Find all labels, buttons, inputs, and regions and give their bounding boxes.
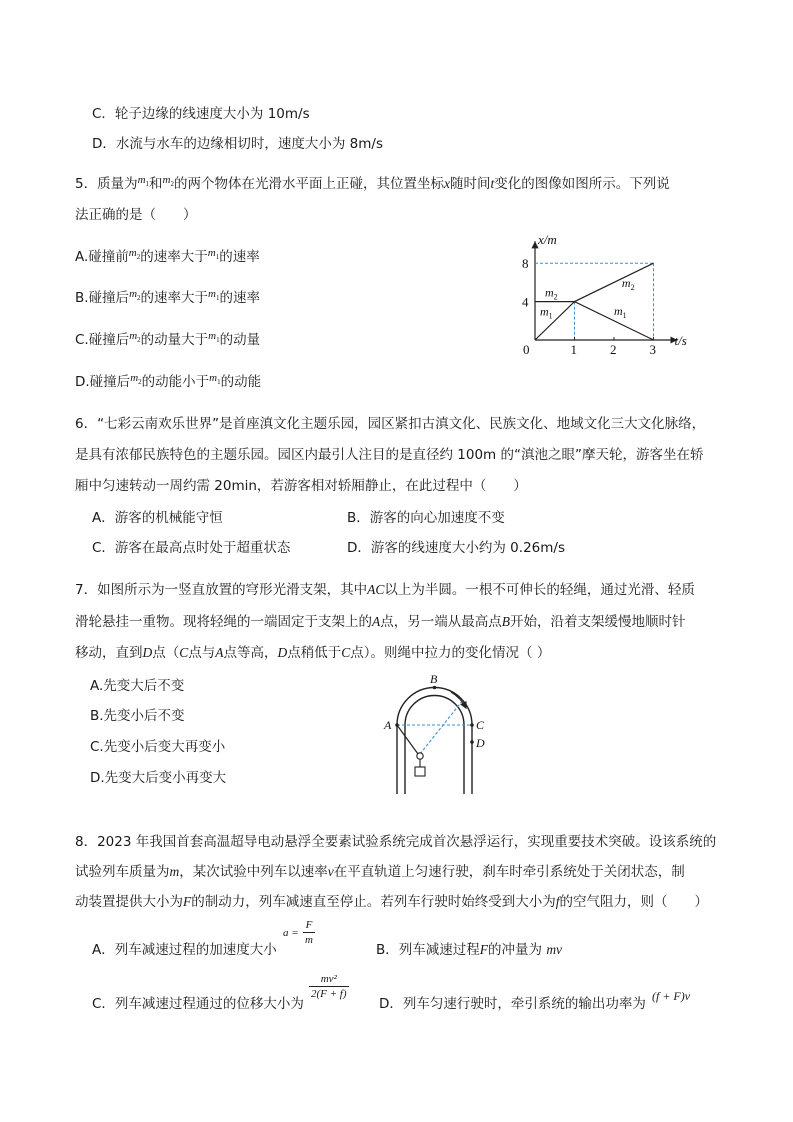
x-tick-label-3: 3 [649, 342, 656, 357]
q5-option-d: D.碰撞后$^{m_2}$的动能小于$^{m_1}$的动能 [75, 372, 262, 390]
q5-option-a: A.碰撞前$^{m_2}$的速率大于$^{m_1}$的速率 [75, 247, 260, 265]
q7-option-a: A.先变大后不变 [90, 678, 185, 694]
q7-stem-line1: 7．如图所示为一竖直放置的穹形光滑支架，其中AC以上为半圆。一根不可伸长的轻绳，通过光滑、轻质 [75, 582, 695, 598]
label-a: A [384, 718, 392, 732]
q8-option-b: B．列车减速过程F的冲量为 mv [376, 942, 563, 958]
x-tick-label-1: 1 [570, 342, 577, 357]
q8-option-c: C．列车减速过程通过的位移大小为 [92, 996, 304, 1012]
q6-option-a: A．游客的机械能守恒 [92, 510, 223, 526]
arched-support-figure [375, 672, 500, 798]
q8-option-a-formula: a = $\frac{F}{m}$ [283, 919, 313, 946]
q8-stem-line2: 试验列车质量为m，某次试验中列车以速率v在平直轨道上匀速行驶，刹车时牵引系统处于关闭状态，制 [75, 864, 685, 880]
label-b: B [430, 672, 438, 686]
q7-option-c: C.先变小后变大再变小 [90, 739, 226, 755]
q7-option-b: B.先变小后不变 [90, 708, 185, 724]
weight [415, 767, 425, 776]
q6-stem-line3: 厢中匀速转动一周约需 20min，若游客相对轿厢静止，在此过程中（ ） [75, 478, 527, 494]
q6-option-b: B．游客的向心加速度不变 [347, 510, 505, 526]
q8-stem-line1: 8．2023 年我国首套高温超导电动悬浮全要素试验系统完成首次悬浮运行，实现重要技术突破。设该系统的 [75, 834, 717, 850]
q7-stem-line3: 移动，直到D点（C点与A点等高，D点稍低于C点）。则绳中拉力的变化情况（ ） [75, 645, 551, 661]
q6-option-c: C．游客在最高点时处于超重状态 [92, 540, 291, 556]
label-m1-after: $m_1$ [614, 304, 627, 321]
q4-option-c: C．轮子边缘的线速度大小为 10m/s [92, 106, 310, 122]
position-time-chart [505, 228, 705, 358]
series-m1 [535, 302, 654, 340]
q8-option-c-formula: $\frac{\text{mv²}}{2(F + f)}$ [311, 973, 347, 1000]
q6-stem-line1: 6．“七彩云南欢乐世界”是首座滇文化主题乐园，园区紧扣古滇文化、民族文化、地域文化三大文化脉络， [75, 416, 706, 432]
q6-stem-line2: 是具有浓郁民族特色的主题乐园。园区内最引人注目的是直径约 100m 的“滇池之眼”摩天轮，游客坐在轿 [75, 447, 704, 463]
x-tick-label-2: 2 [610, 342, 617, 357]
q5-option-b: B.碰撞后$^{m_2}$的速率大于$^{m_1}$的速率 [75, 288, 260, 306]
q8-option-d-formula: (f + F)v [652, 989, 691, 1003]
q8-option-a: A．列车减速过程的加速度大小 [92, 942, 277, 958]
y-axis-label: x/m [538, 232, 557, 247]
q5-stem-line1: 5．质量为$^{m_1}$和$^{m_2}$的两个物体在光滑水平面上正碰，其位置坐标x随时间t变化的图像如图所示。下列说 [75, 174, 670, 192]
rope [397, 725, 418, 754]
q4-option-d: D．水流与水车的边缘相切时，速度大小为 8m/s [92, 136, 384, 152]
x-tick-label-0: 0 [523, 342, 530, 357]
q8-stem-line3: 动装置提供大小为F的制动力，列车减速直至停止。若列车行驶时始终受到大小为f的空气阻力，则（ ） [75, 894, 709, 910]
x-axis-label: t/s [674, 333, 687, 348]
q8-option-d: D．列车匀速行驶时，牵引系统的输出功率为 [379, 996, 646, 1012]
q7-option-d: D.先变大后变小再变大 [90, 770, 227, 786]
q5-option-c: C.碰撞后$^{m_2}$的动量大于$^{m_1}$的动量 [75, 330, 261, 348]
q5-stem-line2: 法正确的是（ ） [75, 207, 197, 223]
pulley [417, 753, 423, 759]
label-m2-after: $m_2$ [621, 276, 635, 293]
label-c: C [476, 718, 485, 732]
y-tick-label-4: 4 [522, 294, 529, 310]
label-m1-before: $m_1$ [540, 304, 553, 321]
label-d: D [476, 736, 485, 750]
label-m2-before: $m_2$ [545, 285, 558, 302]
q6-option-d: D．游客的线速度大小约为 0.26m/s [347, 540, 565, 556]
y-tick-label-8: 8 [522, 256, 529, 272]
q7-stem-line2: 滑轮悬挂一重物。现将轻绳的一端固定于支架上的A点，另一端从最高点B开始，沿着支架缓慢地顺时针 [75, 614, 686, 630]
